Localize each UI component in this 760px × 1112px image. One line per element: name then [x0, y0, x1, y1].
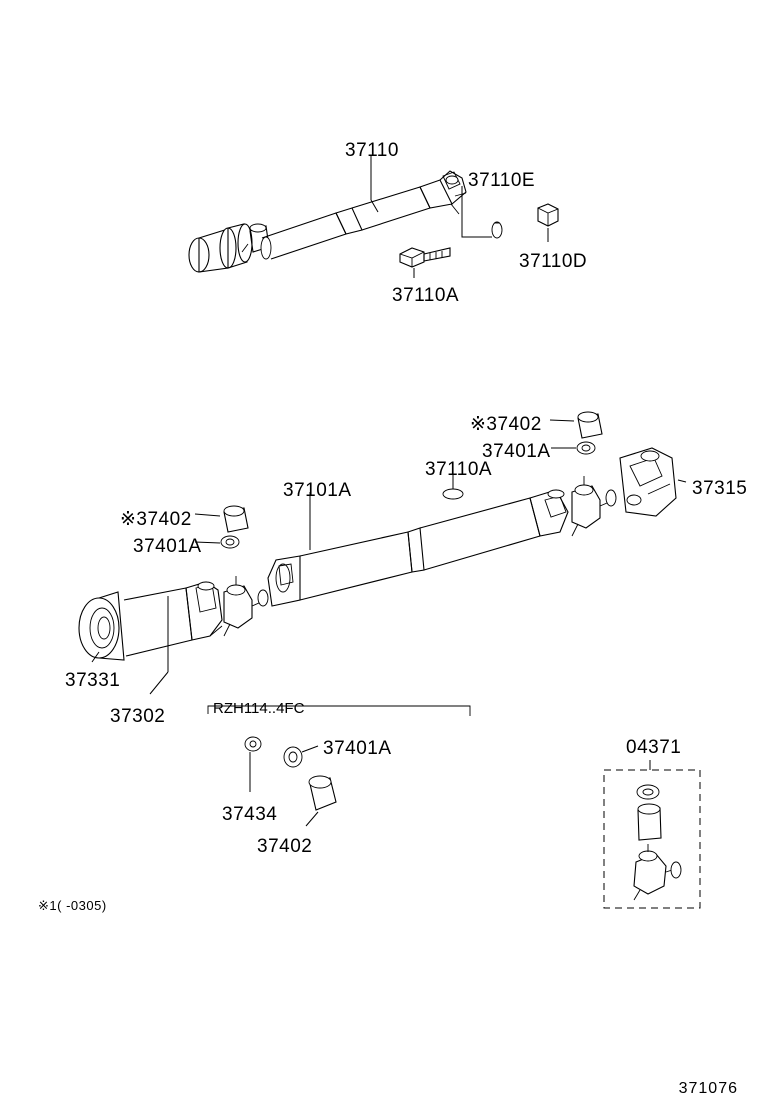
footnote: ※1( -0305)	[38, 898, 107, 913]
label-37402-upper-right: ※37402	[470, 414, 542, 435]
label-37110d: 37110D	[519, 251, 588, 272]
label-37401a-left: 37401A	[133, 536, 202, 557]
label-37401a-variant: 37401A	[323, 738, 392, 759]
label-37110e: 37110E	[468, 170, 536, 191]
label-variant-group: RZH114..4FC	[213, 700, 305, 717]
label-37302: 37302	[110, 706, 166, 727]
label-37315: 37315	[692, 478, 748, 499]
label-37402-left: ※37402	[120, 509, 192, 530]
label-37110: 37110	[345, 140, 399, 161]
label-37101a: 37101A	[283, 480, 352, 501]
label-37331: 37331	[65, 670, 121, 691]
diagram-code: 371076	[678, 1080, 738, 1097]
kit-box-04371	[604, 760, 700, 908]
label-37110a-middle: 37110A	[425, 459, 493, 480]
label-37434: 37434	[222, 804, 278, 825]
label-04371: 04371	[626, 737, 682, 758]
label-37402-variant: 37402	[257, 836, 313, 857]
label-37110a-top: 37110A	[392, 285, 460, 306]
label-37401a-upper-right: 37401A	[482, 441, 551, 462]
